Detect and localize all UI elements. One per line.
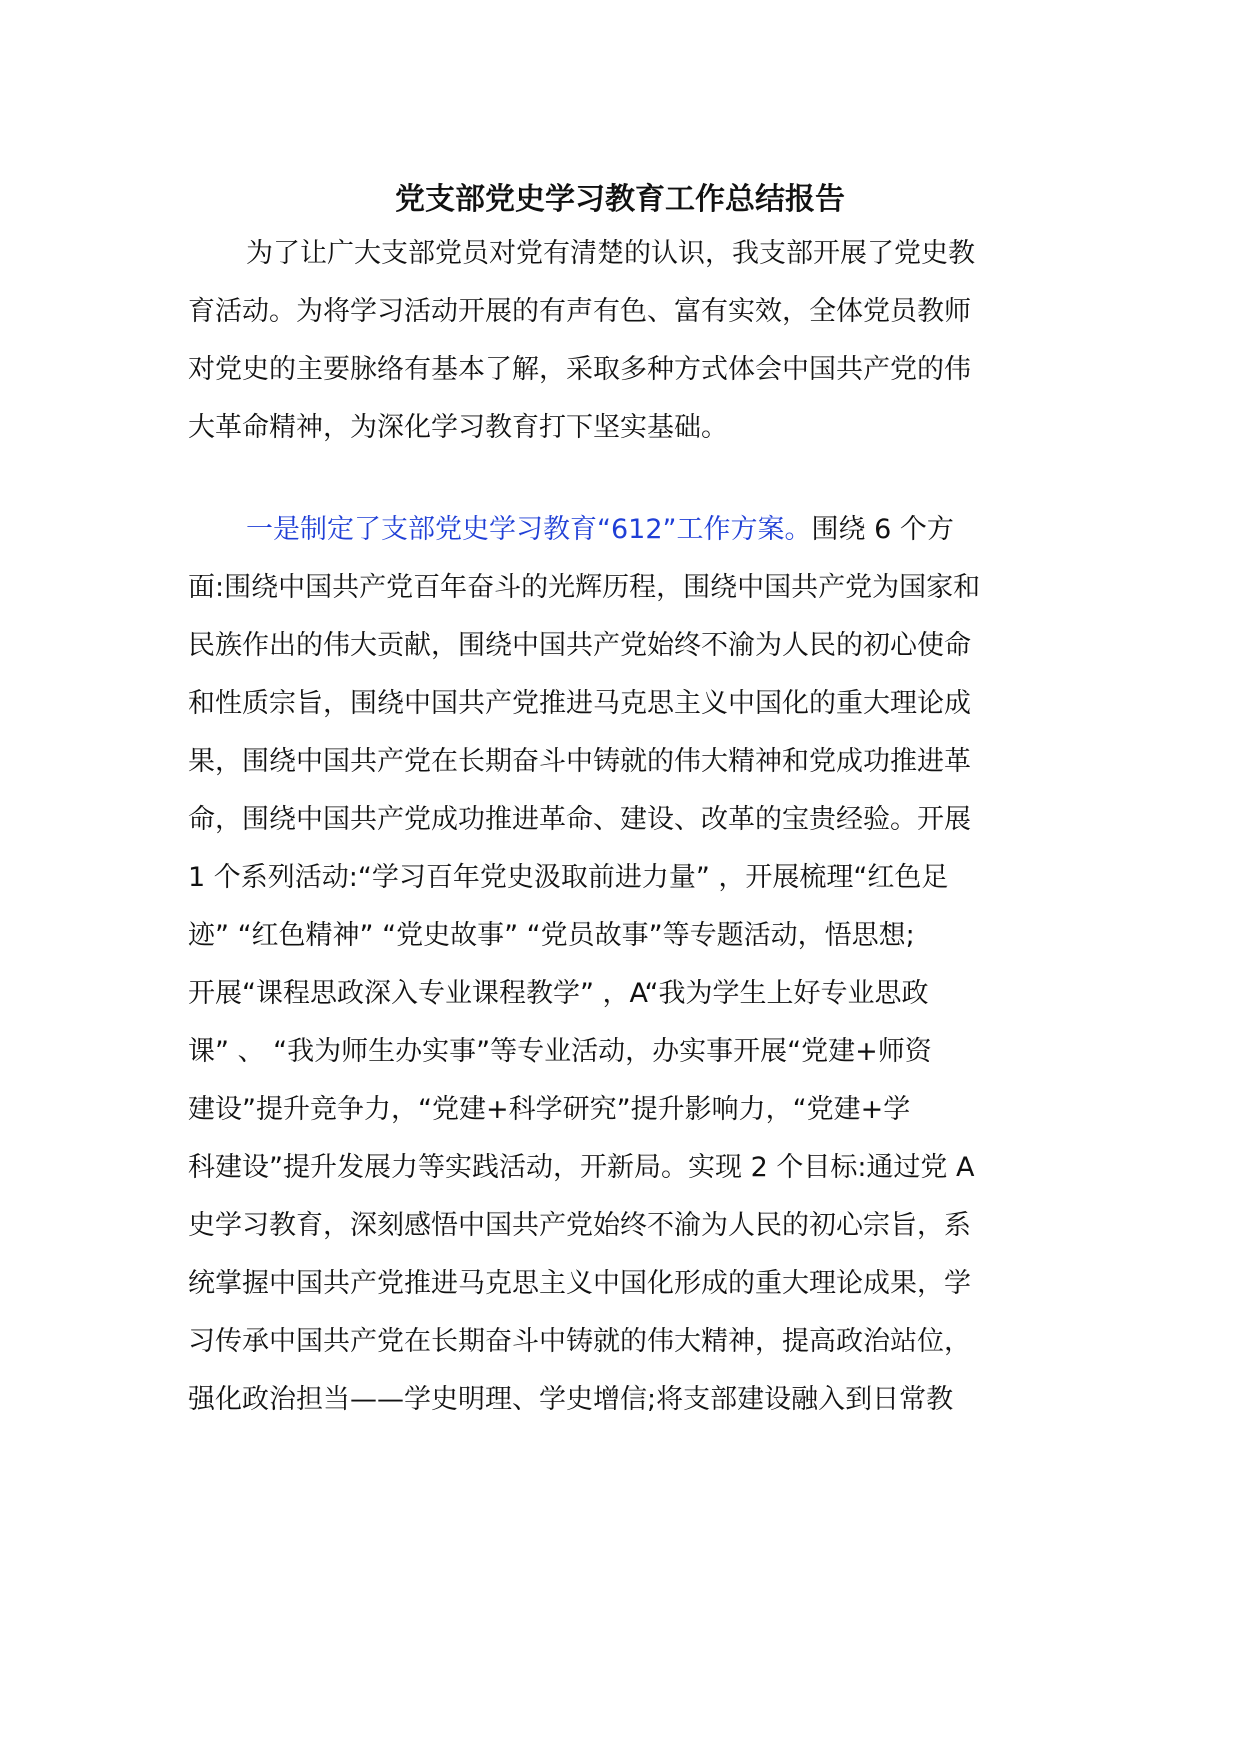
paragraph-line: 民族作出的伟大贡献，围绕中国共产党始终不渝为人民的初心使命 bbox=[188, 630, 971, 661]
highlighted-heading: 一是制定了支部党史学习教育“612”工作方案。 bbox=[246, 514, 812, 545]
paragraph-line: 为了让广大支部党员对党有清楚的认识，我支部开展了党史教 bbox=[246, 238, 975, 269]
paragraph-line: 科建设”提升发展力等实践活动，开新局。实现 2 个目标:通过党 A bbox=[188, 1152, 975, 1183]
paragraph-line: 1 个系列活动:“学习百年党史汲取前进力量” ，开展梳理“红色足 bbox=[188, 862, 949, 893]
paragraph-line: 命，围绕中国共产党成功推进革命、建设、改革的宝贵经验。开展 bbox=[188, 804, 971, 835]
lead-continuation: 围绕 6 个方 bbox=[811, 514, 954, 545]
paragraph-line: 迹” “红色精神” “党史故事” “党员故事”等专题活动，悟思想; bbox=[188, 920, 915, 951]
paragraph-line: 对党史的主要脉络有基本了解，采取多种方式体会中国共产党的伟 bbox=[188, 354, 971, 385]
paragraph-line-lead bbox=[246, 510, 954, 550]
paragraph-line: 史学习教育，深刻感悟中国共产党始终不渝为人民的初心宗旨，系 bbox=[188, 1210, 971, 1241]
paragraph-line: 开展“课程思政深入专业课程教学” ，A“我为学生上好专业思政 bbox=[188, 978, 929, 1009]
paragraph-line: 大革命精神，为深化学习教育打下坚实基础。 bbox=[188, 412, 728, 443]
paragraph-line: 育活动。为将学习活动开展的有声有色、富有实效，全体党员教师 bbox=[188, 296, 971, 327]
paragraph-line: 果，围绕中国共产党在长期奋斗中铸就的伟大精神和党成功推进革 bbox=[188, 746, 971, 777]
paragraph-line: 统掌握中国共产党推进马克思主义中国化形成的重大理论成果，学 bbox=[188, 1268, 971, 1299]
paragraph-line: 强化政治担当——学史明理、学史增信;将支部建设融入到日常教 bbox=[188, 1384, 954, 1415]
paragraph-line: 和性质宗旨，围绕中国共产党推进马克思主义中国化的重大理论成 bbox=[188, 688, 971, 719]
paragraph-line: 课” 、 “我为师生办实事”等专业活动，办实事开展“党建+师资 bbox=[188, 1036, 932, 1067]
document-title: 党支部党史学习教育工作总结报告 bbox=[395, 182, 845, 217]
paragraph-line: 习传承中国共产党在长期奋斗中铸就的伟大精神，提高政治站位， bbox=[188, 1326, 971, 1357]
paragraph-line: 建设”提升竞争力，“党建+科学研究”提升影响力，“党建+学 bbox=[188, 1094, 911, 1125]
paragraph-line: 面:围绕中国共产党百年奋斗的光辉历程，围绕中国共产党为国家和 bbox=[188, 572, 981, 603]
